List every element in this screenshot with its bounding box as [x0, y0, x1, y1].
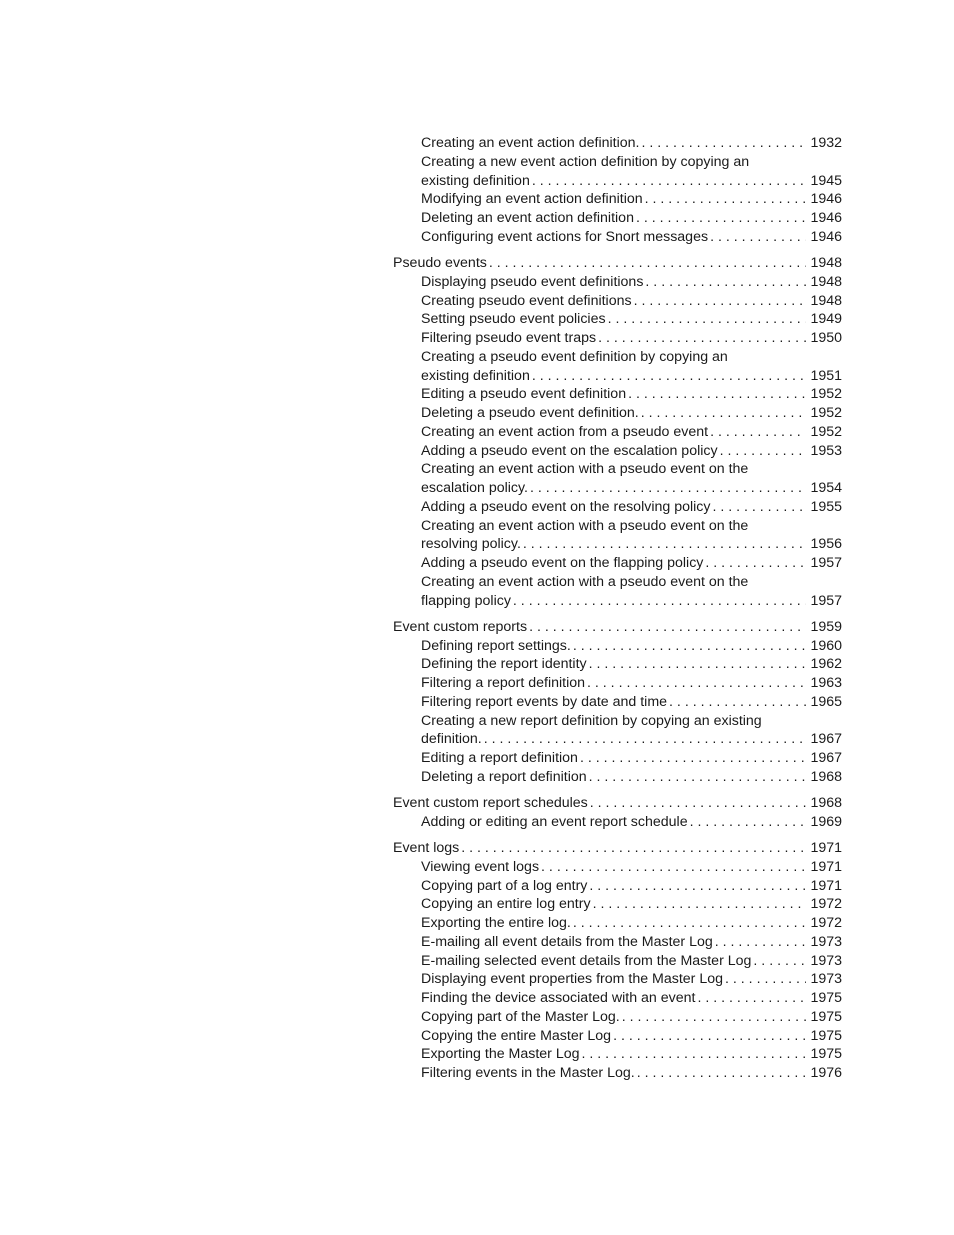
toc-subsection-entry[interactable]	[393, 423, 842, 442]
dot-leader	[529, 618, 806, 637]
dot-leader	[582, 1045, 806, 1064]
toc-entry-row	[421, 858, 842, 877]
toc-entry-row	[421, 970, 842, 989]
toc-page-number: 1975	[810, 1046, 842, 1063]
toc-page-number: 1973	[810, 952, 842, 969]
dot-leader	[530, 479, 806, 498]
toc-subsection-entry[interactable]	[393, 749, 842, 768]
toc-subsection-entry[interactable]	[393, 310, 842, 329]
toc-entry-title-line: Creating an event action with a pseudo event on the	[421, 517, 749, 534]
toc-page-number: 1946	[810, 191, 842, 208]
toc-page-number: 1950	[810, 330, 842, 346]
toc-subsection-entry[interactable]	[393, 517, 842, 555]
toc-entry-row	[421, 554, 842, 573]
toc-entry-row	[421, 404, 842, 423]
toc-subsection-entry[interactable]	[393, 348, 842, 386]
dot-leader	[589, 768, 806, 787]
toc-entry-row	[421, 655, 842, 674]
toc-page-number: 1951	[810, 367, 842, 384]
toc-entry-title: Displaying pseudo event definitions	[421, 273, 644, 290]
toc-page-number: 1968	[810, 795, 842, 811]
toc-entry-title: Modifying an event action definition	[421, 191, 643, 208]
toc-page-number: 1976	[810, 1065, 842, 1081]
toc-page-number: 1972	[810, 896, 842, 913]
toc-entry-title: Filtering pseudo event traps	[421, 330, 597, 346]
toc-entry-row	[393, 794, 842, 813]
toc-entry-title: Copying an entire log entry	[421, 896, 591, 913]
toc-subsection-entry[interactable]	[393, 498, 842, 517]
toc-entry-row	[421, 914, 842, 933]
toc-entry-title: existing definition	[421, 367, 530, 384]
dot-leader	[715, 933, 806, 952]
toc-page-number: 1962	[810, 656, 842, 673]
toc-entry-title-line: Creating a new report definition by copying an existing	[421, 712, 762, 729]
toc-page-number: 1975	[810, 1008, 842, 1025]
dot-leader	[697, 989, 806, 1008]
toc-page-number: 1960	[810, 637, 842, 654]
toc-entry-title: Adding a pseudo event on the resolving policy	[421, 498, 711, 515]
toc-page-number: 1952	[810, 386, 842, 403]
toc-entry-row	[421, 693, 842, 712]
toc-section-entry[interactable]	[393, 794, 842, 813]
toc-entry-title: E-mailing all event details from the Master Log	[421, 933, 713, 950]
toc-subsection-entry[interactable]	[393, 573, 842, 611]
toc-subsection-entry[interactable]	[393, 674, 842, 693]
toc-subsection-entry[interactable]	[393, 228, 842, 247]
toc-entry-row	[421, 190, 842, 209]
toc-subsection-entry[interactable]	[393, 933, 842, 952]
toc-entry-row	[421, 749, 842, 768]
dot-leader	[613, 1027, 806, 1046]
toc-page-number: 1952	[810, 423, 842, 440]
toc-entry-title: Pseudo events	[393, 255, 487, 271]
toc-entry-title: Creating an event action from a pseudo event	[421, 423, 709, 440]
toc-page-number: 1949	[810, 311, 842, 328]
toc-entry-title: Deleting a pseudo event definition.	[421, 405, 639, 421]
dot-leader	[523, 535, 806, 554]
toc-entry-title: Event custom report schedules	[393, 795, 588, 811]
toc-page-number: 1954	[810, 480, 842, 496]
toc-entry-title: Configuring event actions for Snort messages	[421, 228, 709, 245]
toc-page-number: 1955	[810, 498, 842, 515]
dot-leader	[532, 367, 806, 386]
toc-subsection-entry[interactable]	[393, 273, 842, 292]
toc-entry-row	[421, 442, 842, 461]
toc-entry-title: Displaying event properties from the Master Log	[421, 971, 724, 988]
toc-subsection-entry[interactable]	[393, 134, 842, 153]
toc-page-number: 1971	[810, 877, 842, 894]
toc-subsection-entry[interactable]	[393, 1008, 842, 1027]
toc-page-number: 1975	[810, 990, 842, 1006]
toc-entry-title: E-mailing selected event details from the Master Log	[421, 952, 752, 969]
dot-leader	[645, 273, 806, 292]
dot-leader	[589, 655, 806, 674]
toc-page-number: 1975	[810, 1027, 842, 1044]
toc-subsection-entry[interactable]	[393, 952, 842, 971]
toc-entry-title: Creating pseudo event definitions	[421, 292, 632, 309]
toc-page-number: 1953	[810, 442, 842, 459]
dot-leader	[628, 385, 806, 404]
toc-entry-row	[421, 329, 842, 348]
toc-subsection-entry[interactable]	[393, 209, 842, 228]
toc-entry-row	[393, 618, 842, 637]
toc-entry-row	[421, 730, 842, 749]
toc-subsection-entry[interactable]	[393, 442, 842, 461]
toc-entry-row	[421, 172, 842, 191]
toc-entry-row	[421, 637, 842, 656]
toc-entry-title-line: Creating a pseudo event definition by copying an	[421, 348, 728, 365]
dot-leader	[589, 877, 806, 896]
dot-leader	[484, 730, 806, 749]
toc-entry-title: Deleting an event action definition	[421, 210, 634, 226]
toc-entry-title: escalation policy.	[421, 480, 528, 496]
toc-subsection-entry[interactable]	[393, 768, 842, 787]
dot-leader	[634, 292, 806, 311]
dot-leader	[598, 329, 806, 348]
dot-leader	[636, 209, 806, 228]
toc-subsection-entry[interactable]	[393, 858, 842, 877]
toc-entry-row	[421, 134, 842, 153]
toc-entry-row	[421, 292, 842, 311]
toc-entry-title: definition.	[421, 731, 482, 748]
toc-subsection-entry[interactable]	[393, 655, 842, 674]
toc-subsection-entry[interactable]	[393, 637, 842, 656]
toc-page-number: 1956	[810, 536, 842, 553]
toc-entry-title-line: Creating a new event action definition by copying an	[421, 153, 750, 170]
toc-subsection-entry[interactable]	[393, 1045, 842, 1064]
dot-leader	[573, 637, 806, 656]
toc-page-number: 1971	[810, 840, 842, 856]
toc-page-number: 1967	[810, 750, 842, 766]
toc-subsection-entry[interactable]	[393, 404, 842, 423]
toc-subsection-entry[interactable]	[393, 970, 842, 989]
toc-page-number: 1948	[810, 273, 842, 290]
toc-page-number: 1952	[810, 405, 842, 421]
toc-entry-row	[421, 423, 842, 442]
dot-leader	[541, 858, 806, 877]
dot-leader	[720, 442, 806, 461]
toc-subsection-entry[interactable]	[393, 329, 842, 348]
toc-entry-title: Filtering report events by date and time	[421, 693, 668, 710]
toc-entry-row	[421, 498, 842, 517]
dot-leader	[669, 693, 806, 712]
toc-entry-title: Filtering a report definition	[421, 675, 586, 691]
toc-page-number: 1963	[810, 675, 842, 691]
toc-entry-title: existing definition	[421, 172, 530, 189]
toc-subsection-entry[interactable]	[393, 1064, 842, 1083]
toc-entry-row	[393, 254, 842, 273]
toc-page-number: 1965	[810, 693, 842, 710]
toc-entry-title: Deleting a report definition	[421, 768, 587, 785]
dot-leader	[712, 498, 806, 517]
toc-entry-row	[421, 310, 842, 329]
dot-leader	[725, 970, 806, 989]
toc-page-number: 1972	[810, 915, 842, 931]
dot-leader	[753, 952, 806, 971]
toc-page-number: 1959	[810, 618, 842, 635]
dot-leader	[608, 310, 806, 329]
toc-subsection-entry[interactable]	[393, 712, 842, 750]
dot-leader	[590, 794, 806, 813]
toc-page-number: 1969	[810, 813, 842, 830]
toc-entry-title: Editing a pseudo event definition	[421, 386, 627, 403]
toc-subsection-entry[interactable]	[393, 554, 842, 573]
toc-entry-row	[421, 895, 842, 914]
toc-entry-row	[393, 839, 842, 858]
toc-page-number: 1946	[810, 228, 842, 245]
toc-entry-title: Editing a report definition	[421, 750, 578, 766]
toc-entry-row	[421, 952, 842, 971]
toc-entry-title: Defining report settings.	[421, 637, 571, 654]
toc-page-number: 1957	[810, 592, 842, 609]
toc-entry-title: Viewing event logs	[421, 858, 540, 875]
toc-subsection-entry[interactable]	[393, 813, 842, 832]
toc-entry-title: Adding a pseudo event on the escalation policy	[421, 442, 718, 459]
toc-entry-row	[421, 1045, 842, 1064]
toc-subsection-entry[interactable]	[393, 914, 842, 933]
toc-entry-row	[421, 1008, 842, 1027]
dot-leader	[641, 404, 806, 423]
dot-leader	[641, 134, 806, 153]
toc-section-entry[interactable]	[393, 254, 842, 273]
toc-subsection-entry[interactable]	[393, 385, 842, 404]
toc-entry-row	[421, 768, 842, 787]
dot-leader	[580, 749, 806, 768]
toc-subsection-entry[interactable]	[393, 895, 842, 914]
toc-entry-title: Adding a pseudo event on the flapping policy	[421, 555, 704, 571]
toc-entry-title: Finding the device associated with an event	[421, 990, 696, 1006]
toc-entry-row	[421, 933, 842, 952]
toc-entry-row	[421, 273, 842, 292]
toc-entry-title: Exporting the Master Log	[421, 1046, 580, 1063]
toc-subsection-entry[interactable]	[393, 292, 842, 311]
dot-leader	[513, 592, 806, 611]
toc-page-number: 1932	[810, 135, 842, 151]
toc-subsection-entry[interactable]	[393, 460, 842, 498]
toc-page-number: 1948	[810, 292, 842, 309]
dot-leader	[622, 1008, 806, 1027]
toc-entry-title: Exporting the entire log.	[421, 915, 571, 931]
dot-leader	[489, 254, 806, 273]
dot-leader	[690, 813, 806, 832]
toc-entry-title: Filtering events in the Master Log.	[421, 1065, 635, 1081]
toc-entry-title-line: Creating an event action with a pseudo event on the	[421, 573, 749, 590]
dot-leader	[645, 190, 806, 209]
toc-page-number: 1945	[810, 172, 842, 189]
toc-entry-title: Copying part of a log entry	[421, 877, 588, 894]
toc-entry-title: flapping policy	[421, 592, 511, 609]
toc-entry-title: Event logs	[393, 840, 460, 856]
toc-subsection-entry[interactable]	[393, 153, 842, 191]
toc-entry-row	[421, 535, 842, 554]
dot-leader	[461, 839, 806, 858]
toc-entry-row	[421, 1064, 842, 1083]
toc-page-number: 1973	[810, 971, 842, 988]
toc-page-number: 1971	[810, 858, 842, 875]
toc-entry-row	[421, 1027, 842, 1046]
toc-subsection-entry[interactable]	[393, 1027, 842, 1046]
toc-subsection-entry[interactable]	[393, 190, 842, 209]
toc-entry-row	[421, 592, 842, 611]
table-of-contents	[393, 134, 842, 1083]
toc-entry-row	[421, 813, 842, 832]
dot-leader	[710, 228, 806, 247]
toc-entry-title: Adding or editing an event report schedule	[421, 813, 688, 830]
toc-entry-row	[421, 385, 842, 404]
toc-subsection-entry[interactable]	[393, 693, 842, 712]
toc-entry-title: resolving policy.	[421, 536, 521, 553]
toc-entry-title: Creating an event action definition.	[421, 135, 640, 151]
toc-entry-row	[421, 367, 842, 386]
toc-entry-row	[421, 479, 842, 498]
toc-page-number: 1973	[810, 933, 842, 950]
toc-page-number: 1967	[810, 731, 842, 748]
toc-section-entry[interactable]	[393, 618, 842, 637]
dot-leader	[532, 172, 806, 191]
toc-entry-title: Defining the report identity	[421, 656, 587, 673]
toc-entry-title: Event custom reports	[393, 618, 528, 635]
dot-leader	[593, 895, 806, 914]
toc-page-number: 1948	[810, 255, 842, 271]
toc-subsection-entry[interactable]	[393, 877, 842, 896]
toc-entry-title: Setting pseudo event policies	[421, 311, 606, 328]
toc-subsection-entry[interactable]	[393, 989, 842, 1008]
toc-entry-row	[421, 989, 842, 1008]
toc-entry-title: Copying the entire Master Log	[421, 1027, 612, 1044]
toc-section-entry[interactable]	[393, 839, 842, 858]
dot-leader	[637, 1064, 806, 1083]
toc-entry-row	[421, 877, 842, 896]
toc-page-number: 1968	[810, 768, 842, 785]
toc-page-number: 1946	[810, 210, 842, 226]
toc-entry-row	[421, 228, 842, 247]
dot-leader	[587, 674, 806, 693]
toc-entry-row	[421, 674, 842, 693]
toc-entry-title: Copying part of the Master Log.	[421, 1008, 620, 1025]
toc-entry-row	[421, 209, 842, 228]
dot-leader	[705, 554, 806, 573]
dot-leader	[710, 423, 806, 442]
toc-entry-title-line: Creating an event action with a pseudo event on the	[421, 461, 749, 478]
dot-leader	[573, 914, 806, 933]
toc-page-number: 1957	[810, 555, 842, 571]
